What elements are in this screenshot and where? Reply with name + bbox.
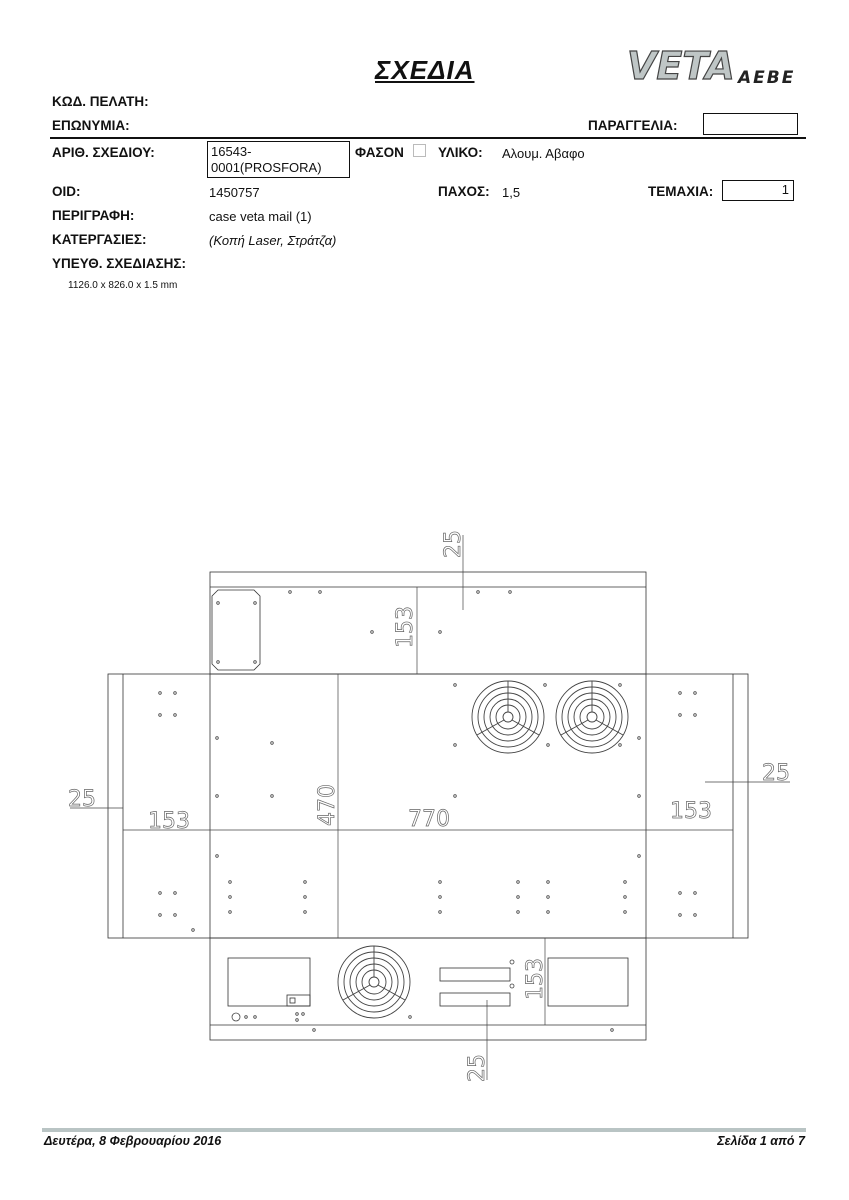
fan-2 (556, 681, 628, 753)
dimensions-text: 1126.0 x 826.0 x 1.5 mm (68, 280, 178, 291)
description-label: ΠΕΡΙΓΡΑΦΗ: (52, 208, 135, 223)
designer-label: ΥΠΕΥΘ. ΣΧΕΔΙΑΣΗΣ: (52, 256, 187, 271)
fan-3 (338, 946, 410, 1018)
dim-left-margin: 25 (68, 787, 96, 812)
pieces-field[interactable]: 1 (722, 180, 794, 201)
page-title: ΣΧΕΔΙΑ (375, 55, 475, 85)
dim-bottom-margin: 25 (465, 1054, 490, 1082)
bottom-left-box (228, 958, 310, 1006)
customer-code-label: ΚΩΔ. ΠΕΛΑΤΗ: (52, 94, 149, 109)
slot-1 (440, 968, 510, 981)
logo-text: VETA (627, 48, 735, 88)
dim-width: 770 (408, 807, 450, 832)
material-value: Αλουμ. Αβαφο (502, 146, 585, 161)
dim-left-flap: 153 (148, 809, 190, 834)
material-label: ΥΛΙΚΟ: (438, 145, 483, 160)
oid-value: 1450757 (209, 185, 260, 200)
thickness-value: 1,5 (502, 185, 521, 200)
fan-1 (472, 681, 544, 753)
slot-2 (440, 993, 510, 1006)
drawing-no-line1: 16543- (211, 144, 252, 159)
drawing-no-line2: 0001(PROSFORA) (211, 160, 322, 175)
description-value: case veta mail (1) (209, 209, 312, 224)
thickness-label: ΠΑΧΟΣ: (438, 184, 490, 199)
fans (338, 681, 628, 1018)
footer-divider (42, 1128, 806, 1132)
processes-label: ΚΑΤΕΡΓΑΣΙΕΣ: (52, 232, 147, 247)
pieces-label: ΤΕΜΑΧΙΑ: (648, 184, 714, 199)
footer-page: Σελίδα 1 από 7 (717, 1134, 805, 1148)
dim-top-flap: 153 (393, 606, 418, 648)
dim-height: 470 (315, 784, 340, 826)
dim-top-margin: 25 (441, 530, 466, 558)
drawing-no-label: ΑΡΙΘ. ΣΧΕΔΙΟΥ: (52, 145, 155, 160)
sheet-outline (108, 572, 748, 1040)
order-label: ΠΑΡΑΓΓΕΛΙΑ: (588, 118, 678, 133)
logo-suffix: AEBE (738, 68, 796, 88)
processes-value: (Κοπή Laser, Στράτζα) (209, 233, 337, 248)
footer-date: Δευτέρα, 8 Φεβρουαρίου 2016 (44, 1134, 222, 1148)
bottom-right-box (548, 958, 628, 1006)
main-panel (108, 674, 748, 938)
fason-label: ΦΑΣΟΝ (355, 145, 404, 160)
dim-bottom-flap: 153 (523, 958, 548, 1000)
name-label: ΕΠΩΝΥΜΙΑ: (52, 118, 130, 133)
dim-right-flap: 153 (670, 799, 712, 824)
dim-right-margin: 25 (762, 761, 790, 786)
oid-label: OID: (52, 184, 81, 199)
